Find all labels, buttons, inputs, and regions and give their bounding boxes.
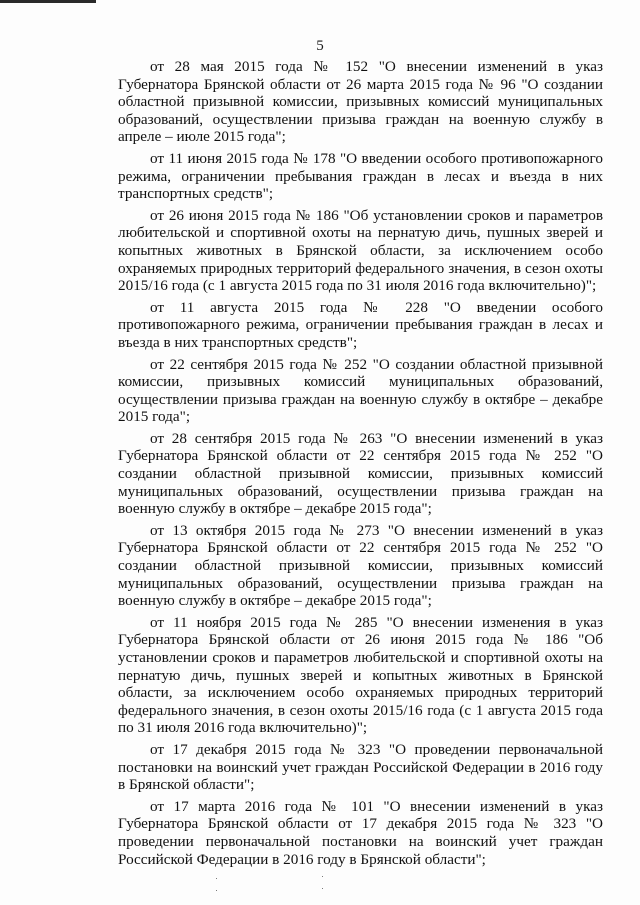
decree-item: от 17 марта 2016 года № 101 "О внесении изменений в указ Губернатора Брянской области от 17 декабря 2015 года № 323 "О проведении первоначальной постановки на воинский учет граждан Российской Федерации в 2016 году в Брянской области";	[118, 797, 603, 868]
decree-item: от 11 августа 2015 года № 228 "О введении особого противопожарного режима, ограничении пребывания граждан в лесах и въезда в них транспортных средств";	[118, 298, 603, 351]
decree-item: от 22 сентября 2015 года № 252 "О создании областной призывной комиссии, призывных комиссий муниципальных образований, осуществлении призыва граждан на военную службу в октябре – декабре 2015 года";	[118, 355, 603, 426]
decree-item: от 13 октября 2015 года № 273 "О внесении изменений в указ Губернатора Брянской области от 22 сентября 2015 года № 252 "О создании областной призывной комиссии, призывных комиссий муниципальных образований, осуществлении призыва граждан на военную службу в октябре – декабре 2015 года";	[118, 521, 603, 610]
scan-speck	[216, 890, 217, 891]
page-number: 5	[316, 38, 324, 54]
decree-item: от 17 декабря 2015 года № 323 "О проведении первоначальной постановки на воинский учет граждан Российской Федерации в 2016 году в Брянской области";	[118, 740, 603, 794]
scan-noise	[0, 870, 640, 900]
scan-speck	[322, 876, 323, 877]
decree-item: от 28 сентября 2015 года № 263 "О внесении изменений в указ Губернатора Брянской области от 22 сентября 2015 года № 252 "О создании областной призывной комиссии, призывных комиссий муниципальных образований, осуществлении призыва граждан на военную службу в октябре – декабре 2015 года";	[118, 429, 603, 518]
decree-item: от 11 июня 2015 года № 178 "О введении особого противопожарного режима, ограничении пребывания граждан в лесах и въезда в них транспортных средств";	[118, 149, 603, 203]
decree-item: от 28 мая 2015 года № 152 "О внесении изменений в указ Губернатора Брянской области от 26 марта 2015 года № 96 "О создании областной призывной комиссии, призывных комиссий муниципальных образований, осуществлении призыва граждан на военную службу в апреле – июле 2015 года";	[118, 58, 603, 146]
scan-speck	[322, 888, 323, 889]
decree-item: от 26 июня 2015 года № 186 "Об установлении сроков и параметров любительской и спортивной охоты на пернатую дичь, пушных зверей и копытных животных в Брянской области, за исключением особо охраняемых природных территорий федерального значения, в сезон охоты 2015/16 года (с 1 августа 2015 года по 31 июля 2016 года включительно)";	[118, 206, 603, 295]
decree-item: от 11 ноября 2015 года № 285 "О внесении изменения в указ Губернатора Брянской области от 26 июня 2015 года № 186 "Об установлении сроков и параметров любительской и спортивной охоты на пернатую дичь, пушных зверей и копытных животных в Брянской области, за исключением особо охраняемых природных территорий федерального значения, в сезон охоты 2015/16 года (с 1 августа 2015 года по 31 июля 2016 года включительно)";	[118, 613, 603, 737]
document-body	[118, 58, 603, 868]
scan-speck	[216, 878, 217, 879]
scan-edge-mark	[0, 0, 96, 3]
